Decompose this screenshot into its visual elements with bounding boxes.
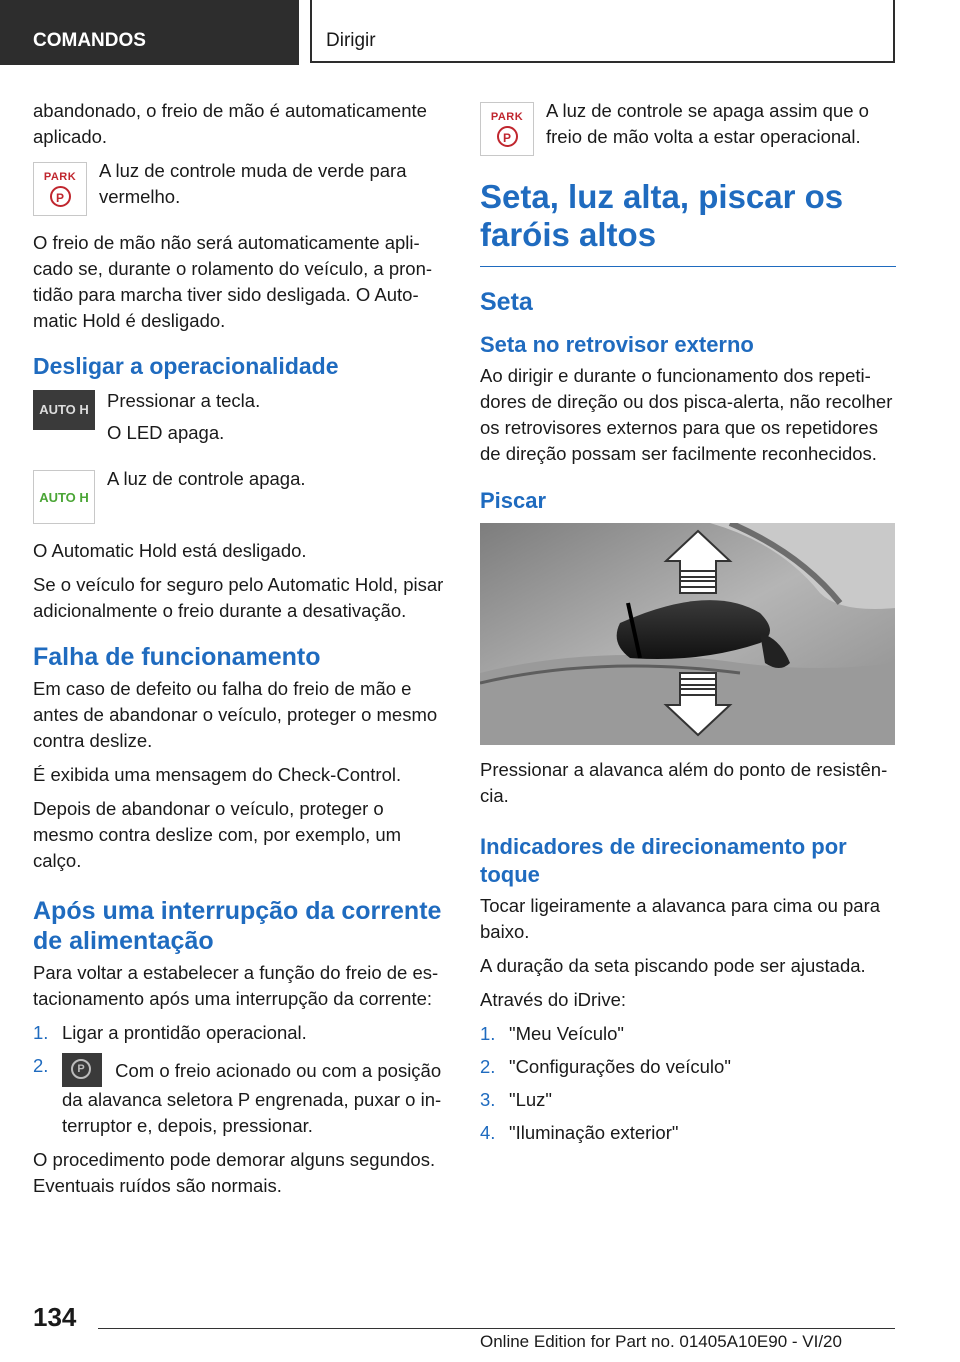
- list-number: 4.: [480, 1122, 496, 1143]
- paragraph: Pressionar a alavanca além do ponto de resistência.: [480, 759, 888, 806]
- park-brake-red-icon: [480, 102, 534, 156]
- autoh-light-note: [33, 466, 449, 524]
- paragraph: Tocar ligeiramente a alavanca para cima ou para baixo.: [480, 895, 881, 942]
- paragraph: Depois de abandonar o veículo, proteger o mesmo contra deslize com, por exemplo, um calço.: [33, 798, 402, 871]
- heading-disable: Desligar a operacionalidade: [33, 353, 339, 379]
- led-off-text: O LED apaga.: [107, 422, 225, 443]
- heading-piscar: Piscar: [480, 488, 547, 513]
- control-light-off-text: A luz de controle apaga.: [107, 468, 306, 489]
- park-icon-label: PARK: [43, 171, 77, 183]
- icon-note-text: A luz de controle se apaga assim que o freio de mão volta a estar operacional.: [546, 100, 869, 147]
- footer-edition: Online Edition for Part no. 01405A10E90 - VI/20: [480, 1332, 842, 1351]
- park-icon-symbol: P: [497, 126, 518, 147]
- page-number: 134: [33, 1302, 77, 1332]
- paragraph: Ao dirigir e durante o funcionamento dos repetidores de direção ou dos pisca-alerta, não recolher os retrovisores externos para que os repetidores de direção possam ser facilmente reconhecidos.: [480, 365, 893, 464]
- list-item: [480, 1021, 896, 1047]
- park-icon-note: [33, 158, 449, 216]
- paragraph: O Automatic Hold está desligado.: [33, 540, 307, 561]
- park-icon-note: [480, 98, 896, 156]
- list-item: [480, 1087, 896, 1113]
- auto-hold-indicator-icon: AUTO H: [33, 470, 95, 524]
- list-text: "Meu Veículo": [509, 1023, 624, 1044]
- paragraph: Se o veículo for seguro pelo Automatic Hold, pisar adicionalmente o freio durante a desativação.: [33, 574, 444, 621]
- list-text: "Configurações do veículo": [509, 1056, 731, 1077]
- paragraph: É exibida uma mensagem do Check-Control.: [33, 764, 402, 785]
- chapter-title: Dirigir: [310, 0, 895, 63]
- list-number: 2.: [480, 1056, 496, 1077]
- idrive-menu-list: [480, 1021, 896, 1146]
- parking-brake-switch-icon: P: [62, 1053, 102, 1087]
- list-number: 1.: [33, 1022, 49, 1043]
- turn-signal-lever-illustration: [480, 523, 895, 745]
- press-key-text: Pressionar a tecla.: [107, 390, 261, 411]
- paragraph: O procedimento pode demorar alguns segundos. Eventuais ruídos são normais.: [33, 1149, 436, 1196]
- list-item: [33, 1020, 449, 1046]
- footer-rule: [98, 1328, 895, 1329]
- list-item: [33, 1053, 449, 1139]
- right-column: [480, 98, 896, 1154]
- list-text: Ligar a prontidão operacional.: [62, 1022, 307, 1043]
- list-text: "Luz": [509, 1089, 552, 1110]
- park-icon-symbol: P: [50, 186, 71, 207]
- paragraph: Para voltar a estabelecer a função do freio de estacionamento após uma interrupção da corrente:: [33, 962, 439, 1009]
- list-number: 1.: [480, 1023, 496, 1044]
- section-tab: COMANDOS: [0, 0, 299, 65]
- list-number: 3.: [480, 1089, 496, 1110]
- list-item: [480, 1054, 896, 1080]
- park-brake-red-icon: [33, 162, 87, 216]
- paragraph: abandonado, o freio de mão é automaticamente aplicado.: [33, 100, 427, 147]
- autoh-key-note: [33, 388, 449, 452]
- paragraph: O freio de mão não será automaticamente aplicado se, durante o rolamento do veículo, a prontidão para marcha tiver sido desligada. O Automatic Hold é desligado.: [33, 232, 433, 331]
- paragraph: Através do iDrive:: [480, 989, 626, 1010]
- list-text: Com o freio acionado ou com a posição da alavanca seletora P engrenada, puxar o interruptor e, depois, pressionar.: [62, 1060, 442, 1136]
- auto-hold-button-icon: AUTO H: [33, 390, 95, 430]
- heading-fault: Falha de funcionamento: [33, 643, 321, 671]
- park-icon-label: PARK: [490, 111, 524, 123]
- heading-seta-mirror: Seta no retrovisor externo: [480, 332, 754, 357]
- paragraph: Em caso de defeito ou falha do freio de mão e antes de abandonar o veículo, proteger o mesmo contra deslize.: [33, 678, 438, 751]
- heading-power: Após uma interrupção da corrente de alimentação: [33, 897, 442, 955]
- power-steps-list: [33, 1020, 449, 1139]
- list-number: 2.: [33, 1055, 49, 1076]
- heading-rule: [480, 266, 896, 267]
- list-item: [480, 1120, 896, 1146]
- list-text: "Iluminação exterior": [509, 1122, 679, 1143]
- heading-seta: Seta: [480, 288, 533, 316]
- chapter-heading: Seta, luz alta, piscar os faróis altos: [480, 178, 844, 253]
- paragraph: A duração da seta piscando pode ser ajustada.: [480, 955, 866, 976]
- heading-touch: Indicadores de direcionamento por toque: [480, 834, 847, 887]
- icon-note-text: A luz de controle muda de verde para vermelho.: [99, 160, 407, 207]
- left-column: [33, 98, 449, 1207]
